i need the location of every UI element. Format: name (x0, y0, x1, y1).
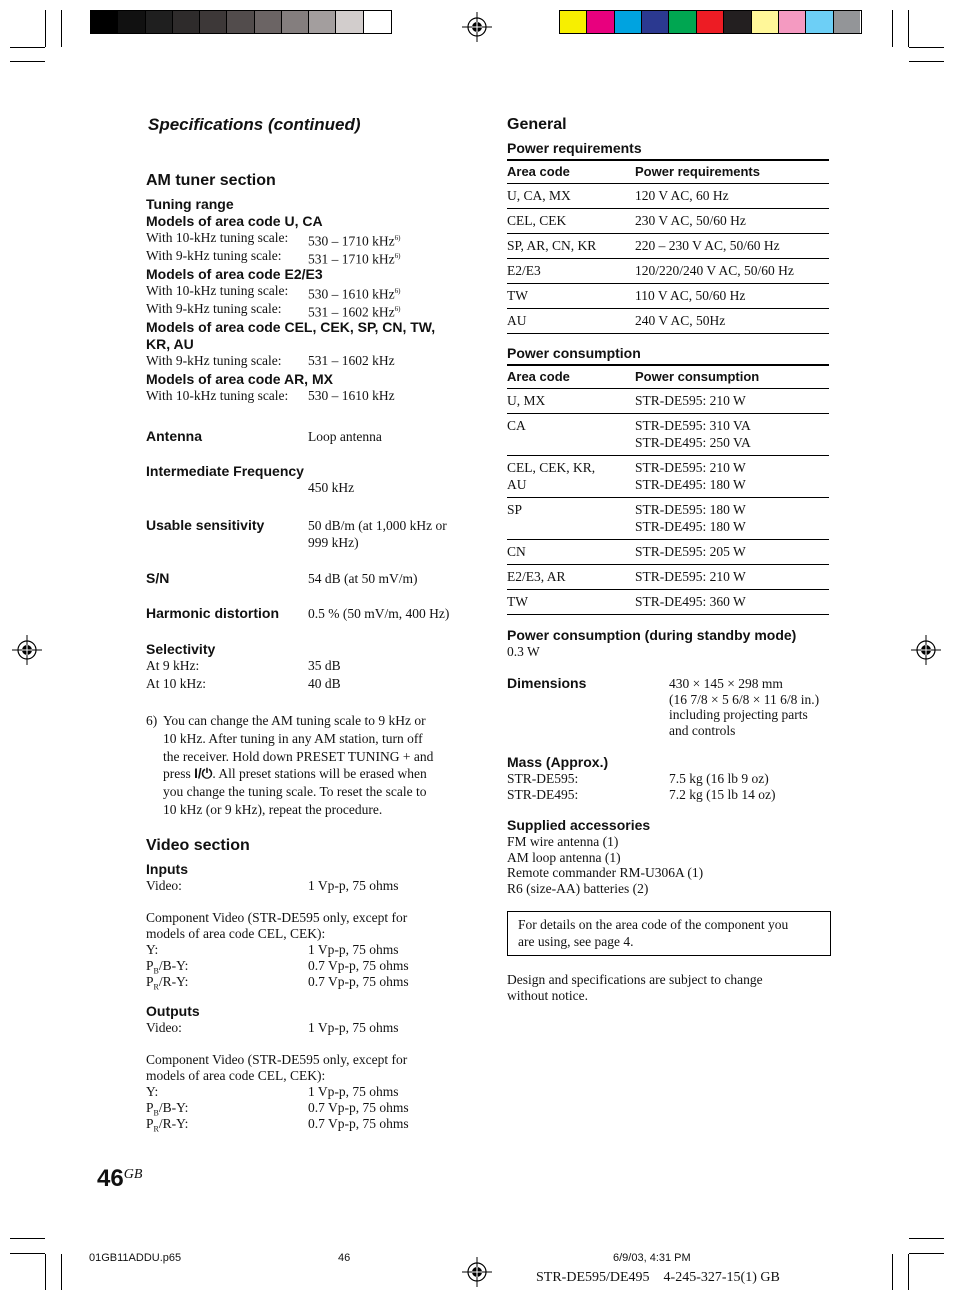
color-swatch (91, 11, 118, 33)
table-row: E2/E3, AR STR-DE595: 210 W (507, 565, 829, 590)
color-swatch (118, 11, 145, 33)
table-header-row: Area code Power consumption (507, 365, 829, 389)
crop-mark (892, 10, 893, 47)
list-item: FM wire antenna (1) (507, 834, 619, 849)
list-item: AM loop antenna (1) (507, 849, 621, 865)
disclaimer: Design and specifications are subject to change without notice. (507, 972, 763, 1003)
if-row: Intermediate Frequency 450 kHz (146, 463, 355, 495)
color-swatch (227, 11, 254, 33)
table-row: E2/E3 120/220/240 V AC, 50/60 Hz (507, 259, 829, 284)
registration-mark-icon (911, 635, 941, 665)
registration-mark-icon (462, 1257, 492, 1287)
registration-mark-icon (462, 12, 492, 42)
list-item: R6 (size-AA) batteries (2) (507, 881, 649, 897)
crop-mark (61, 1254, 62, 1290)
antenna-row: Antenna Loop antenna (146, 428, 382, 444)
color-swatch (697, 11, 724, 33)
general-heading: General (507, 116, 567, 133)
video-inputs: Inputs Video: 1 Vp-p, 75 ohms Component Video (STR-DE595 only, except for models of area code CEL, CEK): Y: 1 Vp-p, 75 ohms $P_B/B-Y$: 0.7 Vp-p, 75 ohms $P_R/R-Y$: 0.7 Vp-p, 75 ohms (146, 861, 409, 992)
color-swatch (309, 11, 336, 33)
color-swatch (615, 11, 642, 33)
print-date: 6/9/03, 4:31 PM (613, 1252, 691, 1264)
color-swatch (779, 11, 806, 33)
models-heading: Models of area code CEL, CEK, SP, CN, TW, (146, 319, 436, 335)
tuning-range-heading: Tuning range (146, 196, 234, 212)
crop-mark (61, 10, 62, 47)
color-swatch (724, 11, 751, 33)
color-swatch (255, 11, 282, 33)
power-cons-title: Power consumption (507, 345, 641, 361)
spec-row: With 10-kHz tuning scale: 530 – 1710 kHz$^{6)}$ (146, 230, 401, 249)
note-box: For details on the area code of the component you are using, see page 4. (507, 911, 831, 956)
table-row: CEL, CEK, KR, AU STR-DE595: 210 W STR-DE495: 180 W (507, 456, 829, 498)
table-row: TW STR-DE495: 360 W (507, 590, 829, 615)
standby-block: Power consumption (during standby mode) 0.3 W (507, 627, 797, 659)
color-swatch (587, 11, 614, 33)
spec-row: With 10-kHz tuning scale: 530 – 1610 kHz$^{6)}$ (146, 283, 401, 302)
selectivity-block: Selectivity At 9 kHz: 35 dB At 10 kHz: 40 dB (146, 641, 341, 691)
harmonic-row: Harmonic distortion 0.5 % (50 mV/m, 400 Hz) (146, 605, 450, 621)
table-row: SP, AR, CN, KR 220 – 230 V AC, 50/60 Hz (507, 234, 829, 259)
spec-row: With 10-kHz tuning scale: 530 – 1610 kHz (146, 388, 395, 403)
color-swatch (752, 11, 779, 33)
am-section-title: AM tuner section (146, 172, 276, 189)
power-requirements-table (507, 159, 829, 334)
crop-mark (908, 1254, 909, 1290)
color-bar (559, 10, 862, 34)
page-number: $46^{GB}$ (97, 1165, 143, 1192)
table-header-row: Area code Power requirements (507, 160, 829, 184)
sn-row: S/N 54 dB (at 50 mV/m) (146, 570, 418, 586)
color-swatch (642, 11, 669, 33)
color-swatch (364, 11, 390, 33)
table-row: TW 110 V AC, 50/60 Hz (507, 284, 829, 309)
imposition-page: 46 (338, 1252, 351, 1264)
video-outputs: Outputs Video: 1 Vp-p, 75 ohms Component Video (STR-DE595 only, except for models of area code CEL, CEK): Y: 1 Vp-p, 75 ohms $P_B/B-Y$: 0.7 Vp-p, 75 ohms $P_R/R-Y$: 0.7 Vp-p, 75 ohms (146, 1003, 409, 1134)
grayscale-bar (90, 10, 392, 34)
spec-row: With 9-kHz tuning scale: 531 – 1602 kHz (146, 353, 395, 368)
color-swatch (336, 11, 363, 33)
color-swatch (834, 11, 860, 33)
crop-mark (10, 1253, 45, 1254)
models-heading: KR, AU (146, 336, 194, 352)
dimensions-block: Dimensions 430 × 145 × 298 mm (16 7/8 × 5 6/8 × 11 6/8 in.) including projecting parts and controls (507, 675, 820, 738)
table-row: CN STR-DE595: 205 W (507, 540, 829, 565)
registration-mark-icon (12, 635, 42, 665)
video-section-title: Video section (146, 837, 250, 854)
file-name: 01GB11ADDU.p65 (89, 1252, 182, 1264)
table-row: SP STR-DE595: 180 W STR-DE495: 180 W (507, 498, 829, 540)
footnote: 6) You can change the AM tuning scale to 9 kHz or 10 kHz. After tuning in any AM station, turn off the receiver. Hold down PRESET TUNING + and press I/⏻. All preset stations will be erased when you change the tuning scale. To reset the scale to 10 kHz (or 9 kHz), repeat the procedure. (146, 713, 434, 817)
models-heading: Models of area code AR, MX (146, 371, 333, 387)
table-row: U, CA, MX 120 V AC, 60 Hz (507, 184, 829, 209)
crop-mark (908, 10, 909, 47)
power-symbol-icon: I/⏻ (194, 766, 213, 782)
table-row: CA STR-DE595: 310 VA STR-DE495: 250 VA (507, 414, 829, 456)
table-row: AU 240 V AC, 50Hz (507, 309, 829, 334)
crop-mark (892, 1254, 893, 1290)
crop-mark (909, 1238, 944, 1239)
mass-block: Mass (Approx.) STR-DE595: 7.5 kg (16 lb 9 oz) STR-DE495: 7.2 kg (15 lb 14 oz) (507, 754, 776, 802)
section-header: Specifications (continued) (148, 115, 361, 134)
models-heading: Models of area code E2/E3 (146, 266, 323, 282)
sensitivity-row: Usable sensitivity 50 dB/m (at 1,000 kHz or 999 kHz) (146, 517, 447, 550)
accessories-block: Supplied accessories FM wire antenna (1) AM loop antenna (1) Remote commander RM-U306A (1) R6 (size-AA) batteries (2) (507, 817, 704, 897)
color-swatch (560, 11, 587, 33)
crop-mark (45, 10, 46, 47)
table-row: CEL, CEK 230 V AC, 50/60 Hz (507, 209, 829, 234)
crop-mark (909, 1253, 944, 1254)
model-code: STR-DE595/DE495 4-245-327-15(1) GB (536, 1270, 780, 1285)
spec-row: With 9-kHz tuning scale: 531 – 1602 kHz$^{6)}$ (146, 301, 401, 320)
power-consumption-table (507, 364, 829, 615)
table-row: U, MX STR-DE595: 210 W (507, 389, 829, 414)
color-swatch (669, 11, 696, 33)
crop-mark (909, 61, 944, 62)
crop-mark (909, 47, 944, 48)
list-item: Remote commander RM-U306A (1) (507, 865, 704, 881)
color-swatch (146, 11, 173, 33)
crop-mark (10, 61, 45, 62)
power-req-title: Power requirements (507, 140, 642, 156)
color-swatch (282, 11, 309, 33)
models-heading: Models of area code U, CA (146, 213, 323, 229)
crop-mark (10, 47, 45, 48)
color-swatch (173, 11, 200, 33)
color-swatch (200, 11, 227, 33)
am-tuner-block (146, 196, 466, 406)
crop-mark (45, 1254, 46, 1290)
spec-row: With 9-kHz tuning scale: 531 – 1710 kHz$^{6)}$ (146, 248, 401, 267)
crop-mark (10, 1238, 45, 1239)
color-swatch (806, 11, 833, 33)
